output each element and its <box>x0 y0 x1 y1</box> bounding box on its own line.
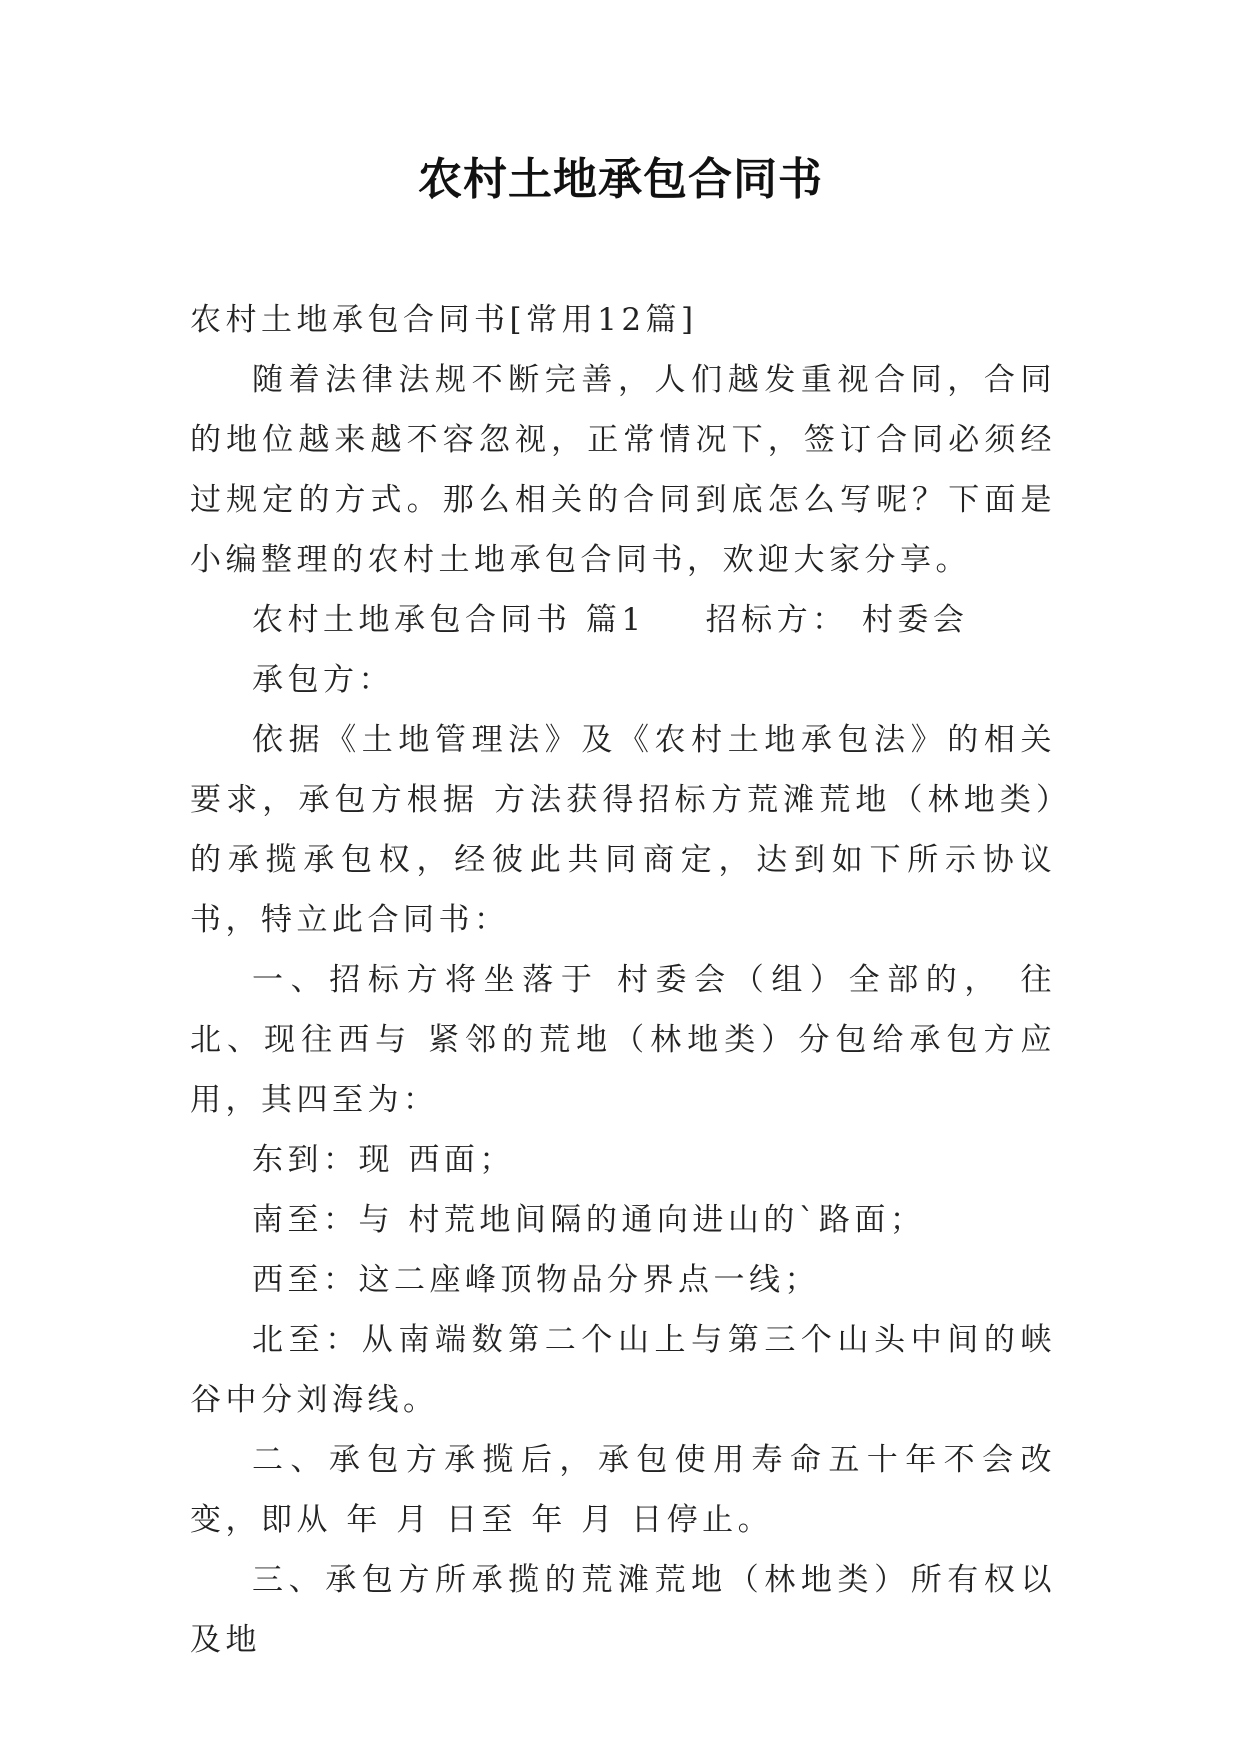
paragraph-basis: 依据《土地管理法》及《农村土地承包法》的相关要求，承包方根据 方法获得招标方荒滩荒地（林地类）的承揽承包权，经彼此共同商定，达到如下所示协议书，特立此合同书： <box>190 722 1056 938</box>
section-heading-party: 招标方： 村委会 <box>705 602 969 638</box>
paragraph-clause-3: 三、承包方所承揽的荒滩荒地（林地类）所有权以及地 <box>190 1562 1056 1658</box>
document-body <box>190 290 1056 1670</box>
paragraph-clause-1: 一、招标方将坐落于 村委会（组）全部的， 往北、现往西与 紧邻的荒地（林地类）分包给承包方应用，其四至为： <box>190 962 1056 1118</box>
paragraph-section-heading <box>190 590 1056 650</box>
paragraph-clause-2: 二、承包方承揽后，承包使用寿命五十年不会改变，即从 年 月 日至 年 月 日停止。 <box>190 1442 1056 1538</box>
paragraph-boundary-south: 南至：与 村荒地间隔的通向进山的`路面； <box>252 1202 926 1238</box>
paragraph-subtitle: 农村土地承包合同书[常用12篇] <box>190 302 698 338</box>
section-heading-text: 农村土地承包合同书 篇1 <box>252 602 646 638</box>
paragraph-boundary-east: 东到：现 西面； <box>252 1142 515 1178</box>
paragraph-intro: 随着法律法规不断完善，人们越发重视合同，合同的地位越来越不容忽视，正常情况下，签订合同必须经过规定的方式。那么相关的合同到底怎么写呢？下面是小编整理的农村土地承包合同书，欢迎大家分享。 <box>190 362 1056 578</box>
paragraph-boundary-north: 北至：从南端数第二个山上与第三个山头中间的峡谷中分刘海线。 <box>190 1322 1056 1418</box>
paragraph-contractor: 承包方： <box>252 662 394 698</box>
paragraph-boundary-west: 西至：这二座峰顶物品分界点一线； <box>252 1262 820 1298</box>
document-title: 农村土地承包合同书 <box>418 154 823 205</box>
